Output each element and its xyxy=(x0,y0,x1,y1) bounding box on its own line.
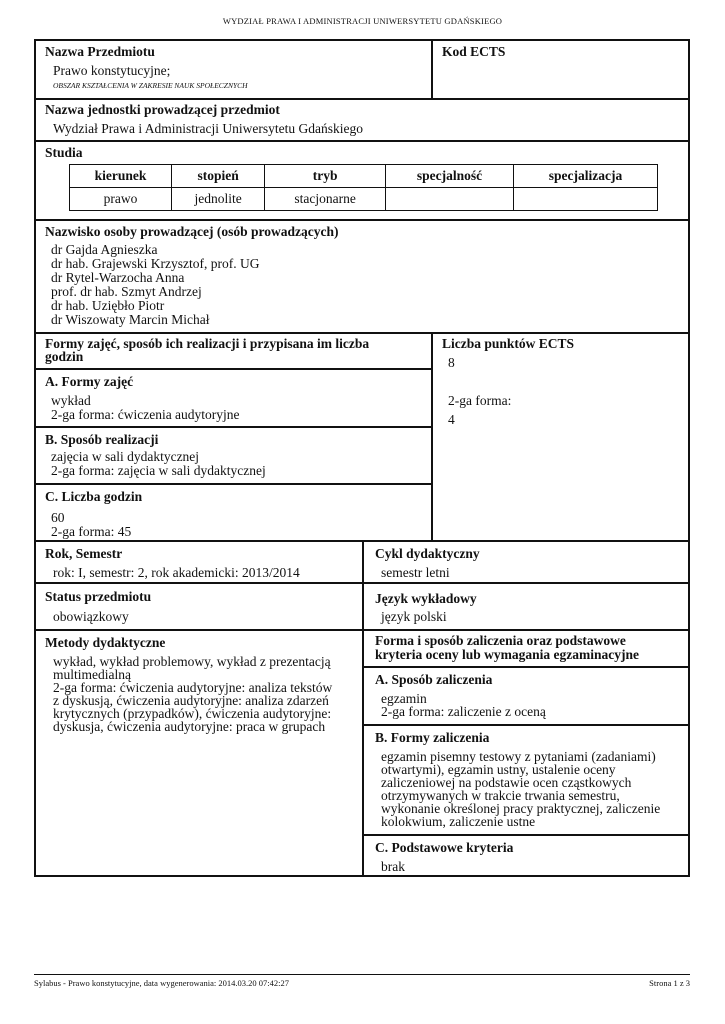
ects-forma2-label: 2-ga forma: xyxy=(448,393,512,408)
metody-line: multimedialną xyxy=(53,667,131,682)
prowadzacy-name: dr Rytel-Warzocha Anna xyxy=(51,270,185,285)
ects-label: Liczba punktów ECTS xyxy=(442,336,575,351)
jezyk-value: język polski xyxy=(381,609,447,624)
metody-line: 2-ga forma: ćwiczenia audytoryjne: analiza tekstów xyxy=(53,680,333,695)
metody-cell xyxy=(36,629,362,877)
podstawowe-kryteria-value: brak xyxy=(381,859,405,874)
nazwa-przedmiotu-label: Nazwa Przedmiotu xyxy=(45,44,155,59)
studia-value-kierunek: prawo xyxy=(70,188,172,211)
nazwa-przedmiotu-value: Prawo konstytucyjne; xyxy=(53,63,171,78)
liczba-godzin-line: 60 xyxy=(51,510,65,525)
zaliczenie-label: Forma i sposób zaliczenia oraz podstawowe xyxy=(375,633,626,648)
prowadzacy-name: dr hab. Uziębło Piotr xyxy=(51,298,165,313)
kod-ects-cell xyxy=(431,41,690,99)
status-label: Status przedmiotu xyxy=(45,589,152,604)
studia-header-specjalizacja: specjalizacja xyxy=(514,165,658,188)
studia-header-kierunek: kierunek xyxy=(70,165,172,188)
formy-zajec-label-2: godzin xyxy=(45,349,84,364)
liczba-godzin-line: 2-ga forma: 45 xyxy=(51,524,132,539)
prowadzacy-label: Nazwisko osoby prowadzącej (osób prowadzących) xyxy=(45,224,339,239)
formy-zajec-a-cell xyxy=(36,368,432,427)
jednostka-label: Nazwa jednostki prowadzącej przedmiot xyxy=(45,102,280,117)
podstawowe-kryteria-label: C. Podstawowe kryteria xyxy=(375,840,514,855)
ects-value-2: 4 xyxy=(448,412,455,427)
metody-line: wykład, wykład problemowy, wykład z prezentacją xyxy=(53,654,331,669)
formy-zajec-label: Formy zajęć, sposób ich realizacji i przypisana im liczba xyxy=(45,336,370,351)
cykl-value: semestr letni xyxy=(381,565,450,580)
metody-line: dyskusja, ćwiczenia audytoryjne: praca w grupach xyxy=(53,719,326,734)
studia-header-stopien: stopień xyxy=(171,165,264,188)
prowadzacy-name: prof. dr hab. Szmyt Andrzej xyxy=(51,284,202,299)
sposob-zaliczenia-cell xyxy=(362,666,688,725)
metody-label: Metody dydaktyczne xyxy=(45,635,166,650)
podstawowe-kryteria-cell xyxy=(362,834,688,877)
sposob-zaliczenia-line: egzamin xyxy=(381,691,427,706)
ects-cell xyxy=(431,332,688,541)
sposob-zaliczenia-label: A. Sposób zaliczenia xyxy=(375,672,493,687)
kod-ects-label: Kod ECTS xyxy=(442,44,506,59)
sposob-realizacji-line: 2-ga forma: zajęcia w sali dydaktycznej xyxy=(51,463,266,478)
obszar-ksztalcenia: OBSZAR KSZTAŁCENIA W ZAKRESIE NAUK SPOŁECZNYCH xyxy=(53,81,248,90)
formy-zajec-a-line: wykład xyxy=(51,393,91,408)
formy-zajec-a-label: A. Formy zajęć xyxy=(45,374,134,389)
ects-value: 8 xyxy=(448,355,455,370)
formy-zaliczenia-line: zaliczeniowej na podstawie ocen cząstkowych xyxy=(381,775,632,790)
prowadzacy-cell xyxy=(36,219,688,333)
studia-value-specjalnosc xyxy=(385,188,513,211)
zaliczenie-header-cell xyxy=(362,629,688,667)
page-number: Strona 1 z 3 xyxy=(649,978,690,988)
studia-value-specjalizacja xyxy=(514,188,658,211)
sposob-realizacji-cell xyxy=(36,426,432,484)
metody-line: krytycznych (przypadków), ćwiczenia audytoryjne: xyxy=(53,706,332,721)
status-value: obowiązkowy xyxy=(53,609,129,624)
rok-semestr-cell xyxy=(36,540,362,583)
syllabus-table xyxy=(34,39,690,877)
formy-zaliczenia-line: wykonanie określonej pracy praktycznej, zaliczenie xyxy=(381,801,661,816)
prowadzacy-name: dr Gajda Agnieszka xyxy=(51,242,158,257)
sposob-realizacji-line: zajęcia w sali dydaktycznej xyxy=(51,449,200,464)
prowadzacy-name: dr Wiszowaty Marcin Michał xyxy=(51,312,210,327)
studia-value-stopien: jednolite xyxy=(171,188,264,211)
jezyk-label: Język wykładowy xyxy=(375,591,477,606)
formy-zaliczenia-label: B. Formy zaliczenia xyxy=(375,730,490,745)
cykl-cell xyxy=(362,540,688,583)
page-header: WYDZIAŁ PRAWA I ADMINISTRACJI UNIWERSYTETU GDAŃSKIEGO xyxy=(222,16,503,26)
formy-zajec-a-line: 2-ga forma: ćwiczenia audytoryjne xyxy=(51,407,240,422)
zaliczenie-label-2: kryteria oceny lub wymagania egzaminacyjne xyxy=(375,647,639,662)
formy-zaliczenia-line: kolokwium, zaliczenie ustne xyxy=(381,814,536,829)
studia-value-tryb: stacjonarne xyxy=(265,188,386,211)
studia-header-tryb: tryb xyxy=(265,165,386,188)
studia-header-specjalnosc: specjalność xyxy=(385,165,513,188)
studia-table xyxy=(69,164,658,211)
jednostka-cell xyxy=(36,98,688,141)
status-cell xyxy=(36,582,362,630)
footer-left: Sylabus - Prawo konstytucyjne, data wygenerowania: 2014.03.20 07:42:27 xyxy=(34,978,289,988)
metody-line: z dyskusją, ćwiczenia audytoryjne: analiza zdarzeń xyxy=(53,693,329,708)
sposob-zaliczenia-line: 2-ga forma: zaliczenie z oceną xyxy=(381,704,546,719)
rok-semestr-label: Rok, Semestr xyxy=(45,546,123,561)
jezyk-cell xyxy=(362,582,688,630)
sposob-realizacji-label: B. Sposób realizacji xyxy=(45,432,159,447)
liczba-godzin-label: C. Liczba godzin xyxy=(45,489,143,504)
formy-zaliczenia-line: otrzymywanych w trakcie trwania semestru, xyxy=(381,788,620,803)
liczba-godzin-cell xyxy=(36,483,432,541)
formy-zaliczenia-line: egzamin pisemny testowy z pytaniami (zadaniami) xyxy=(381,749,656,764)
jednostka-value: Wydział Prawa i Administracji Uniwersytetu Gdańskiego xyxy=(53,121,363,136)
formy-zaliczenia-line: otwartymi), egzamin ustny, ustalenie oceny xyxy=(381,762,616,777)
rok-semestr-value: rok: I, semestr: 2, rok akademicki: 2013/2014 xyxy=(53,565,300,580)
nazwa-przedmiotu-cell xyxy=(36,41,431,99)
cykl-label: Cykl dydaktyczny xyxy=(375,546,480,561)
formy-zajec-header-cell xyxy=(36,332,432,369)
formy-zaliczenia-cell xyxy=(362,724,688,835)
prowadzacy-name: dr hab. Grajewski Krzysztof, prof. UG xyxy=(51,256,260,271)
page-footer xyxy=(34,974,690,988)
studia-label: Studia xyxy=(45,145,83,160)
